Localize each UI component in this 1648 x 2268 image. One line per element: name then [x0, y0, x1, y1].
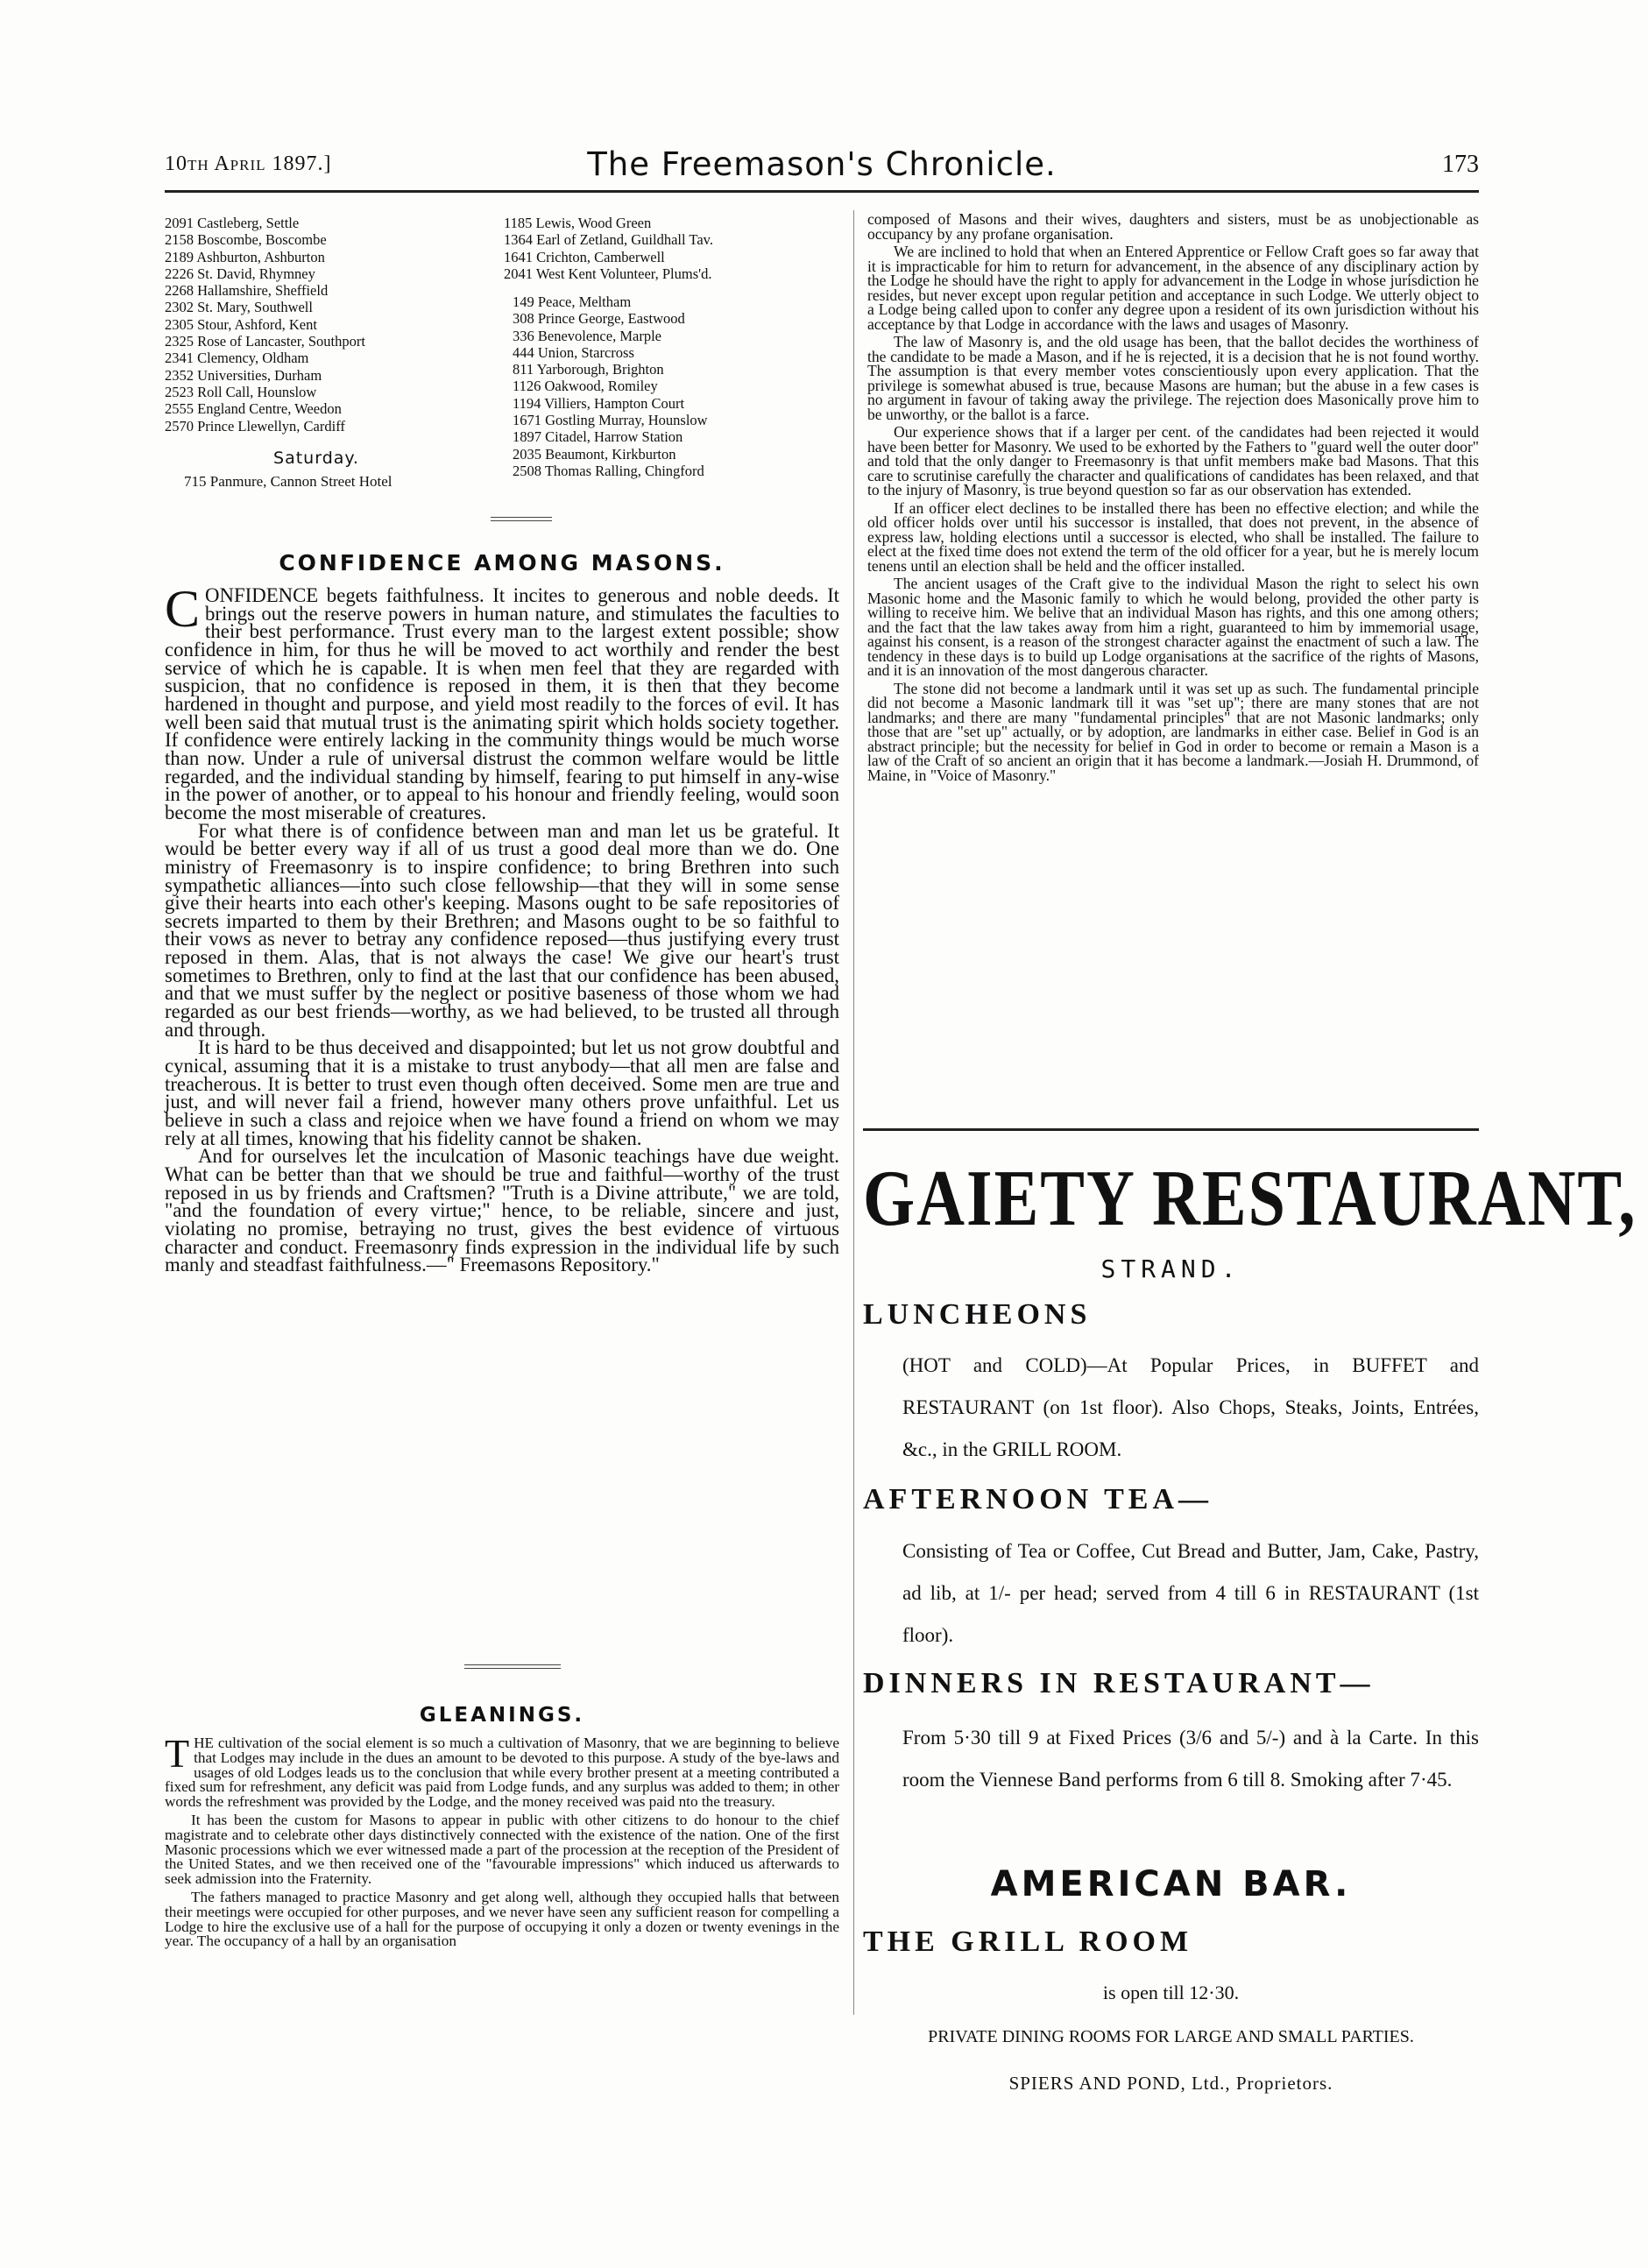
- gleanings-article: [165, 1731, 839, 1953]
- right-paragraph-7: The stone did not become a landmark until it was set up as such. The fundamental principle did not become a Masonic landmark till it was "set up"; there are many stones that are not landmarks; and there are many "fundamental principles" that are not Masonic landmarks; only those that are "set up" actually, or by adoption, are landmarks in either case. Belief in God is an abstract principle; but the necessity for belief in God in order to become or remain a Mason is a law of the Craft of so ancient an origin that it has become a landmark.—Josiah H. Drummond, of Maine, in "Voice of Masonry.": [867, 679, 1479, 784]
- lodge-entry: 2341 Clemency, Oldham: [165, 350, 309, 367]
- lodge-entry: 2325 Rose of Lancaster, Southport: [165, 333, 365, 350]
- gleanings-title: GLEANINGS.: [419, 1704, 585, 1727]
- right-paragraph-3: The law of Masonry is, and the old usage has been, that the ballot decides the worthiness of the candidate to be made a Mason, and if he is rejected, it is a decision that he is not found worthy. The assumption is that every member votes conscientiously upon every application. That the privilege is somewhat abused is true, because Masons are human; but the abuse in a few cases is no argument in favour of taking away the privilege. The rejection does Masonically prove him to be unworthy, or the ballot is a farce.: [867, 333, 1479, 423]
- lodge-list-right-b: [513, 293, 845, 479]
- section-rule: [464, 1668, 561, 1669]
- gleanings-paragraph-1: HE cultivation of the social element is so much a cultivation of Masonry, that we are beginning to believe that Lodges may include in the dues an amount to be devoted to this purpose. A study of the bye-laws and usages of old Lodges leads us to the conclusion that while every brother present at a meeting contributed a fixed sum for refreshment, any deficit was paid from Lodge funds, and any surplus was added to them; in other words the refreshment was provided by the Lodge, and the money received was paid nto the treasury.: [165, 1735, 839, 1811]
- page-header: [165, 145, 1479, 187]
- tea-heading: AFTERNOON TEA—: [863, 1483, 1213, 1516]
- publication-title: The Freemason's Chronicle.: [587, 145, 1057, 183]
- lodge-entry: 2158 Boscombe, Boscombe: [165, 231, 327, 249]
- lodge-entry: 2570 Prince Llewellyn, Cardiff: [165, 417, 345, 435]
- confidence-paragraph-2: For what there is of confidence between man and man let us be grateful. It would be better every way if all of us trust a good deal more than we do. One ministry of Freemasonry is to inspire confidence; to bring Brethren into such sympathetic alliances—into such close fellowship—that they will in some sense give their hearts into each other's keeping. Masons ought to be safe repositories of secrets imparted to them by their Brethren; and Masons ought to be so faithful to their vows as never to betray any confidence reposed—thus justifying every trust reposed in them. Alas, that is not always the case! We give our heart's trust sometimes to Brethren, only to find at the last that our confidence has been abused, and that we must suffer by the neglect or positive baseness of those whom we had regarded as our best friends—worthy, as we had believed, to be trusted all through and through.: [165, 819, 839, 1041]
- advert-subtitle: STRAND.: [1100, 1254, 1241, 1283]
- dropcap: C: [165, 580, 201, 638]
- right-paragraph-6: The ancient usages of the Craft give to the individual Mason the right to select his own Masonic home and the Masonic family to which he would belong, provided the other party is willing to receive him. We belive that an individual Mason has rights, and this one among others; and the fact that the law takes away from him a right, guaranteed to him by immemorial usage, against his consent, is a reason of the strongest character against the enactment of such a law. The tendency in these days is to build up Lodge organisations at the sacrifice of the rights of Masons, and it is an innovation of the most dangerous character.: [867, 575, 1479, 679]
- lodge-entry: 2352 Universities, Durham: [165, 366, 322, 384]
- confidence-paragraph-1: ONFIDENCE begets faithfulness. It incites to generous and noble deeds. It brings out the reserve powers in human nature, and stimulates the faculties to their best performance. Trust every man to the largest extent possible; show confidence in him, for thus he will be moved to act worthily and render the best service of which he is capable. It is when men feel that they are regarded with suspicion, that no confidence is reposed in them, it is then that they become hardened in thought and purpose, and yield most readily to the forces of evil. It has well been said that mutual trust is the animating spirit which holds society together. If confidence were entirely lacking in the community things would be much worse than now. Under a rule of universal distrust the common welfare would be little regarded, and the individual standing by himself, fearing to put himself in any-wise in the power of another, or to appeal to his honour and friendly feeling, would soon become the most miserable of creatures.: [165, 584, 839, 823]
- lodge-entry: 2302 St. Mary, Southwell: [165, 299, 313, 316]
- lodge-entry: 1897 Citadel, Harrow Station: [513, 428, 683, 446]
- lodge-entry: 1364 Earl of Zetland, Guildhall Tav.: [504, 231, 713, 249]
- lodge-entry: 1194 Villiers, Hampton Court: [513, 394, 685, 412]
- dropcap: T: [165, 1731, 190, 1776]
- gleanings-paragraph-2: It has been the custom for Masons to appear in public with other citizens to do honour to the chief magistrate and to celebrate other days distinctively connected with the existence of the nation. One of the first Masonic processions which we ever witnessed made a part of the procession at the reception of the President of the United States, and we then received one of the "favourable impressions" which induced us afterwards to seek admission into the Fraternity.: [165, 1811, 839, 1888]
- lodge-entry: 2091 Castleberg, Settle: [165, 215, 300, 231]
- section-rule: [464, 1664, 561, 1665]
- page-number: 173: [1442, 151, 1479, 178]
- saturday-heading: Saturday.: [273, 449, 359, 468]
- lodge-entry: 2268 Hallamshire, Sheffield: [165, 282, 329, 300]
- dinners-text: From 5·30 till 9 at Fixed Prices (3/6 and 5/-) and à la Carte. In this room the Viennese Band performs from 6 till 8. Smoking after 7·45.: [902, 1727, 1479, 1791]
- column-divider: [853, 210, 854, 2015]
- lodge-entry: 2305 Stour, Ashford, Kent: [165, 315, 317, 333]
- grill-heading: THE GRILL ROOM: [863, 1925, 1193, 1958]
- lodge-entry: 149 Peace, Meltham: [513, 293, 632, 310]
- lodge-list-right-a: [504, 215, 837, 282]
- private-rooms: PRIVATE DINING ROOMS FOR LARGE AND SMALL PARTIES.: [928, 2027, 1414, 2046]
- right-paragraph-2: We are inclined to hold that when an Entered Apprentice or Fellow Craft goes so far away that it is impracticable for him to return for advancement, in the absence of any disciplinary action by the Lodge he should have the right to apply for advancement in the Lodge in whose jurisdiction he resides, but never except upon regular petition and acceptance in such Lodge. We utterly object to a Lodge being called upon to confer any degree upon a resident of its own jurisdiction without his acceptance by that Lodge in accordance with the laws and usages of Masonry.: [867, 243, 1479, 333]
- lodge-entry: 308 Prince George, Eastwood: [513, 310, 685, 328]
- lodge-entry: 2035 Beaumont, Kirkburton: [513, 445, 676, 463]
- header-rule: [165, 190, 1479, 193]
- grill-hours: is open till 12·30.: [1102, 1982, 1240, 2003]
- confidence-paragraph-3: It is hard to be thus deceived and disappointed; but let us not grow doubtful and cynical, assuming that it is a mistake to trust anybody—that all men are false and treacherous. It is better to trust even though often deceived. Some men are true and just, and will never fail a friend, however many others prove unfaithful. Let us believe in such a class and rejoice when we have found a friend on whom we may rely at all times, knowing that his fidelity cannot be shaken.: [165, 1036, 839, 1149]
- lodge-list-left: [165, 215, 480, 435]
- confidence-article: [165, 580, 839, 1276]
- luncheons-heading: LUNCHEONS: [863, 1298, 1092, 1331]
- lodge-entry: 2523 Roll Call, Hounslow: [165, 383, 317, 400]
- gleanings-continued: [867, 212, 1479, 786]
- lodge-entry: 2041 West Kent Volunteer, Plums'd.: [504, 265, 712, 282]
- section-rule: [491, 520, 552, 521]
- luncheons-text: (HOT and COLD)—At Popular Prices, in BUFFET and RESTAURANT (on 1st floor). Also Chops, Steaks, Joints, Entrées, &c., in the GRILL ROOM.: [902, 1354, 1479, 1460]
- gleanings-paragraph-3: The fathers managed to practice Masonry and get along well, although they occupied halls that between their meetings were occupied for other purposes, and we never have seen any sufficient reason for compelling a Lodge to hire the exclusive use of a hall for the purpose of occupying it only a dozen or twenty evenings in the year. The occupancy of a hall by an organisation: [165, 1888, 839, 1950]
- lodge-entry: 2189 Ashburton, Ashburton: [165, 248, 325, 265]
- confidence-paragraph-4: And for ourselves let the inculcation of Masonic teachings have due weight. What can be better than that we should be true and faithful—worthy of the trust reposed in us by friends and Craftsmen? "Truth is a Divine attribute," we are told, "and the foundation of every virtue;" hence, to be reliable, sincere and just, violating no promise, betraying no trust, gives the best evidence of virtuous character and conduct. Freemasonry finds expression in the individual life by such manly and steadfast faithfulness.—" Freemasons Repository.": [165, 1145, 839, 1276]
- lodge-entry: 1671 Gostling Murray, Hounslow: [513, 412, 708, 429]
- right-paragraph-4: Our experience shows that if a larger per cent. of the candidates had been rejected it would have been better for Masonry. We used to be exhorted by the Fathers to "guard well the outer door" and told that the only danger to Freemasonry is that unfit members make bad Masons. That this care to scrutinise carefully the character and qualifications of candidates has been relaxed, and that to the injury of Masonry, is true beyond question so far as our observation has extended.: [867, 423, 1479, 498]
- lodge-entry: 2508 Thomas Ralling, Chingford: [513, 462, 704, 479]
- advert-rule: [863, 1128, 1479, 1131]
- saturday-lodge: 715 Panmure, Cannon Street Hotel: [184, 473, 393, 490]
- lodge-entry: 1641 Crichton, Camberwell: [504, 248, 665, 265]
- tea-text: Consisting of Tea or Coffee, Cut Bread and Butter, Jam, Cake, Pastry, ad lib, at 1/- per head; served from 4 till 6 in RESTAURANT (1st floor).: [902, 1540, 1479, 1646]
- advert-title: GAIETY RESTAURANT,: [863, 1154, 1637, 1243]
- dinners-heading: DINNERS IN RESTAURANT—: [863, 1667, 1375, 1699]
- proprietors: SPIERS AND POND, Ltd., Proprietors.: [1008, 2073, 1333, 2094]
- lodge-entry: 336 Benevolence, Marple: [513, 327, 661, 344]
- right-paragraph-5: If an officer elect declines to be installed there has been no effective election; and while the old officer holds over until his successor is installed, that does not prevent, in the absence of express law, holding elections until a successor is elected, who shall be installed. The failure to elect at the fixed time does not extend the term of the old officer for a year, but he is merely locum tenens until an election shall be held and the officer installed.: [867, 498, 1479, 575]
- lodge-entry: 2555 England Centre, Weedon: [165, 400, 342, 418]
- american-bar: AMERICAN BAR.: [990, 1864, 1352, 1904]
- issue-date: 10th April 1897.]: [165, 152, 332, 175]
- section-rule: [491, 517, 552, 518]
- lodge-entry: 1185 Lewis, Wood Green: [504, 215, 652, 231]
- right-paragraph-1: composed of Masons and their wives, daughters and sisters, must be as unobjectionable as occupancy by any profane organisation.: [867, 210, 1479, 243]
- lodge-entry: 1126 Oakwood, Romiley: [513, 378, 658, 395]
- lodge-entry: 811 Yarborough, Brighton: [513, 361, 664, 378]
- lodge-entry: 444 Union, Starcross: [513, 343, 634, 361]
- confidence-title: CONFIDENCE AMONG MASONS.: [279, 550, 725, 576]
- lodge-entry: 2226 St. David, Rhymney: [165, 265, 315, 282]
